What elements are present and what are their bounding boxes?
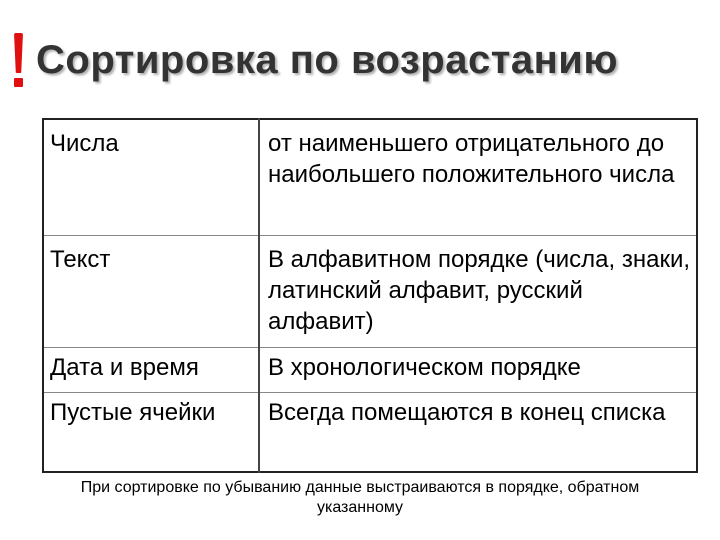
- data-type-cell: Текст: [43, 236, 259, 348]
- table-row: [43, 393, 697, 473]
- exclamation-bar: [14, 33, 23, 73]
- sort-order-cell: В алфавитном порядке (числа, знаки, латинский алфавит, русский алфавит): [259, 236, 697, 348]
- sort-order-cell: от наименьшего отрицательного до наибольшего положительного числа: [259, 119, 697, 236]
- data-type-cell: Пустые ячейки: [43, 393, 259, 473]
- slide-header: [12, 30, 618, 90]
- table-row: [43, 236, 697, 348]
- sort-order-cell: Всегда помещаются в конец списка: [259, 393, 697, 473]
- slide-title: Сортировка по возрастанию: [36, 37, 618, 82]
- exclamation-icon: [12, 31, 26, 89]
- table-row: [43, 119, 697, 236]
- sort-order-table: [42, 118, 698, 473]
- footnote: При сортировке по убыванию данные выстраиваются в порядке, обратном указанному: [80, 479, 640, 516]
- data-type-cell: Дата и время: [43, 348, 259, 393]
- data-type-cell: Числа: [43, 119, 259, 236]
- exclamation-dot: [14, 78, 23, 87]
- table-row: [43, 348, 697, 393]
- sort-order-cell: В хронологическом порядке: [259, 348, 697, 393]
